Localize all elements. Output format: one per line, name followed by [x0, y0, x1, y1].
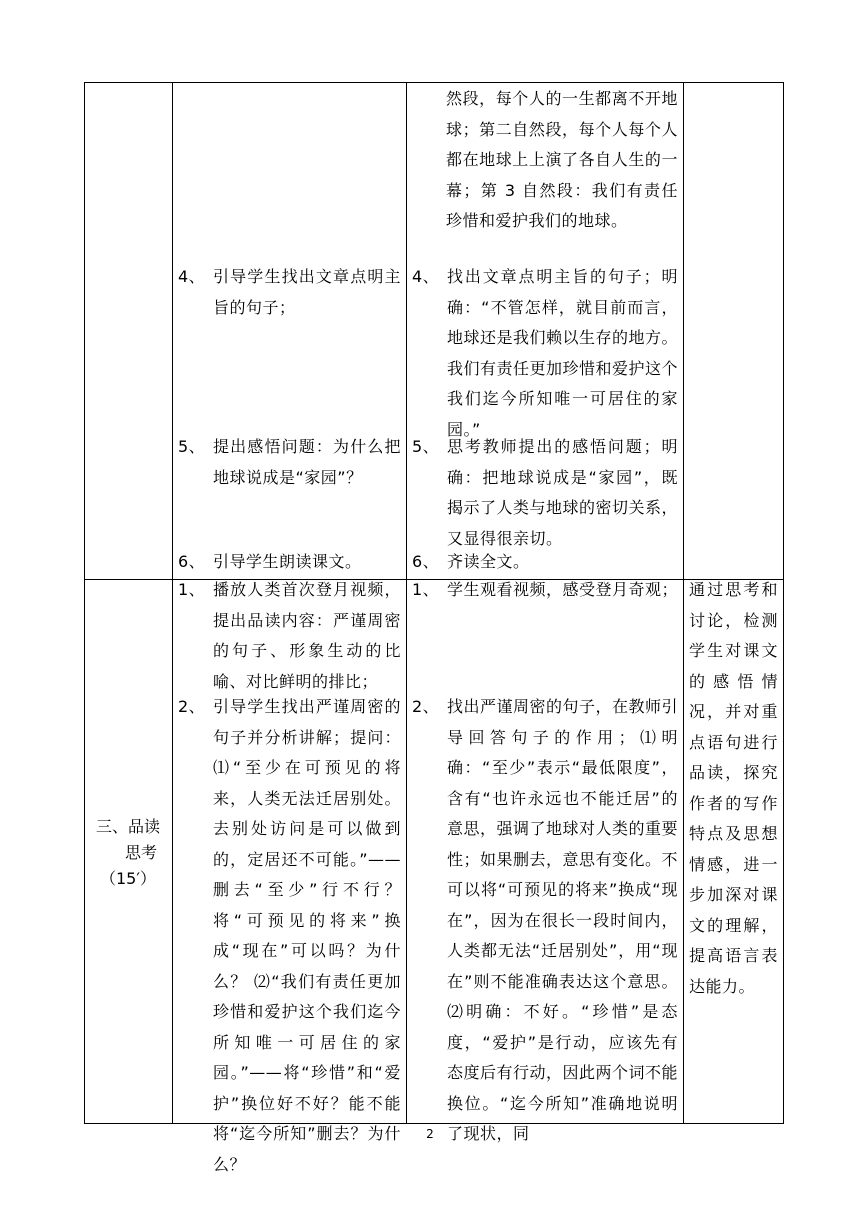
item-number: 5、 — [412, 437, 440, 456]
item-text: 引导学生找出文章点明主旨的句子； — [213, 267, 401, 317]
student-activity-item — [412, 547, 678, 578]
student-activity-continuation: 然段，每个人的一生都离不开地球；第二自然段，每个人每个人都在地球上上演了各自人生的一幕；第 3 自然段：我们有责任珍惜和爱护我们的地球。 — [446, 89, 678, 230]
page-number: 2 — [426, 1127, 434, 1141]
item-number: 1、 — [412, 580, 440, 599]
item-text: 齐读全文。 — [447, 552, 530, 571]
item-number: 4、 — [412, 267, 440, 286]
stage-label — [84, 814, 172, 892]
stage-name-cont: 思考 — [124, 843, 157, 862]
student-activity-item — [412, 432, 678, 554]
item-text: 播放人类首次登月视频，提出品读内容：严谨周密的句子、形象生动的比喻、对比鲜明的排比； — [213, 580, 401, 691]
table-right-border — [783, 82, 784, 1124]
item-number: 2、 — [178, 697, 206, 716]
stage-name: 三、品读 — [95, 817, 160, 836]
student-activity-item — [412, 262, 678, 445]
stage-duration: （15′） — [100, 869, 156, 888]
student-activity-item — [412, 692, 678, 1150]
design-intent: 通过思考和讨论，检测学生对课文的感悟情况，并对重点语句进行品读，探究作者的写作特点及思想情感，进一步加深对课文的理解，提高语言表达能力。 — [689, 580, 778, 996]
item-text: 引导学生朗读课文。 — [213, 552, 362, 571]
student-activity-item — [412, 575, 678, 606]
table-top-border — [84, 82, 784, 83]
item-text: 引导学生找出严谨周密的句子并分析讲解；提问：⑴“至少在可预见的将来，人类无法迁居别处。去别处访问是可以做到的，定居还不可能。”——删去“至少”行不行？将“可预见的将来”换成“现在”可以吗？为什么？ ⑵“我们有责任更加珍惜和爱护这个我们迄今所知唯一可居住的家园。”——将“珍惜”和“爱护”换位好不好？能不能将“迄今所知”删去？为什么？ — [213, 697, 401, 1174]
item-text: 找出严谨周密的句子，在教师引导回答句子的作用；⑴明确：“至少”表示“最低限度”，含有“也许永远也不能迁居”的意思，强调了地球对人类的重要性；如果删去，意思有变化。不可以将“可预见的将来”换成“现在”，因为在很长一段时间内，人类都无法“迁居别处”，用“现在”则不能准确表达这个意思。⑵明确：不好。“珍惜”是态度，“爱护”是行动，应该先有态度后有行动，因此两个词不能换位。“迄今所知”准确地说明了现状，同 — [447, 697, 679, 1143]
teacher-activity-item — [178, 692, 401, 1180]
item-text: 找出文章点明主旨的句子；明确：“不管怎样，就目前而言，地球还是我们赖以生存的地方。我们有责任更加珍惜和爱护这个我们迄今所知唯一可居住的家园。” — [447, 267, 679, 439]
item-number: 4、 — [178, 267, 206, 286]
item-number: 5、 — [178, 437, 206, 456]
item-number: 6、 — [412, 552, 440, 571]
item-text: 思考教师提出的感悟问题；明确：把地球说成是“家园”，既揭示了人类与地球的密切关系，又显得很亲切。 — [447, 437, 679, 548]
item-number: 1、 — [178, 580, 206, 599]
teacher-activity-item — [178, 432, 401, 493]
item-text: 学生观看视频，感受登月奇观； — [447, 580, 679, 599]
column-divider-2 — [406, 82, 407, 1124]
item-text: 提出感悟问题：为什么把地球说成是“家园”？ — [213, 437, 401, 487]
teacher-activity-item — [178, 262, 401, 323]
teacher-activity-item — [178, 575, 401, 697]
item-number: 6、 — [178, 552, 206, 571]
teacher-activity-item — [178, 547, 401, 578]
column-divider-1 — [172, 82, 173, 1124]
item-number: 2、 — [412, 697, 440, 716]
column-divider-3 — [683, 82, 684, 1124]
table-left-border — [84, 82, 85, 1124]
